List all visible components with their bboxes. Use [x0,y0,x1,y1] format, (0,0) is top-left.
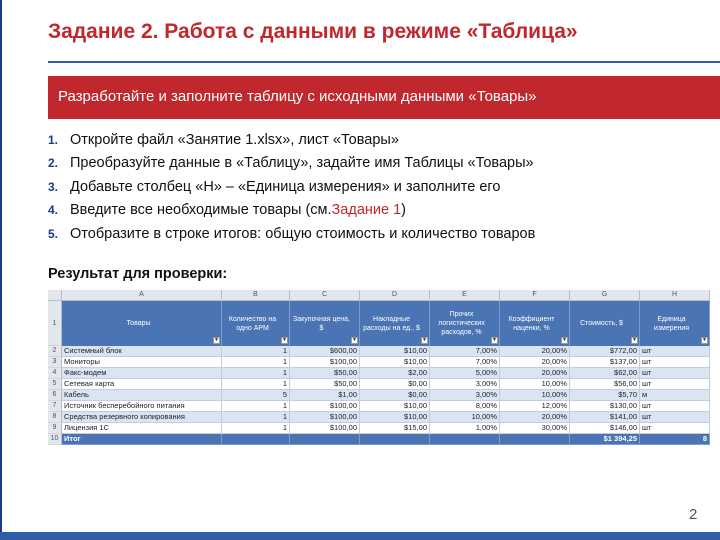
task-text: Разработайте и заполните таблицу с исходными данными «Товары» [58,88,537,105]
column-letter: A [62,290,222,301]
table-cell: 12,00% [500,401,570,412]
step-text: ) [401,202,407,219]
table-cell: $56,00 [570,379,640,390]
filter-dropdown-icon[interactable]: ▼ [282,337,287,343]
header-label: Коэффициент наценки, % [508,315,555,332]
table-cell: $15,00 [360,423,430,434]
table-cell: шт [640,379,710,390]
table-cell: $50,00 [290,368,360,379]
step-item [48,175,535,199]
column-letter: C [290,290,360,301]
row-number: 5 [48,379,62,390]
table-cell: Сетевая карта [62,379,222,390]
filter-dropdown-icon[interactable]: ▼ [632,337,637,343]
table-cell: $1,00 [290,390,360,401]
step-text: Добавьте столбец «H» – «Единица измерения» и заполните его [70,178,501,195]
table-cell: Лицензия 1С [62,423,222,434]
step-text: Введите все необходимые товары (см. [70,202,332,219]
row-number: 9 [48,423,62,434]
step-number: 2. [48,156,59,171]
header-label: Прочих логистических расходов, % [438,311,485,336]
filter-dropdown-icon[interactable]: ▼ [352,337,357,343]
table-cell: 1,00% [430,423,500,434]
header-label: Стоимость, $ [580,320,623,327]
table-cell: $2,00 [360,368,430,379]
table-cell: 1 [222,368,290,379]
table-cell: 20,00% [500,412,570,423]
table-cell: 30,00% [500,423,570,434]
column-letter: D [360,290,430,301]
total-cell [500,434,570,445]
header-label: Количество на одно АРМ [228,315,277,332]
table-header-cell [640,301,710,346]
table-cell: Источник бесперебойного питания [62,401,222,412]
slide-title: Задание 2. Работа с данными в режиме «Таблица» [48,20,578,43]
table-cell: $62,00 [570,368,640,379]
table-cell: 1 [222,412,290,423]
table-cell: 3,00% [430,379,500,390]
table-cell: 1 [222,346,290,357]
left-accent-rule [0,0,2,540]
task-banner [48,76,720,119]
sheet-corner [48,290,62,301]
row-number: 3 [48,357,62,368]
row-number: 6 [48,390,62,401]
table-cell: $0,00 [360,390,430,401]
table-cell: шт [640,357,710,368]
step-item [48,199,535,223]
table-cell: 3,00% [430,390,500,401]
step-number: 1. [48,132,59,147]
step-item [48,128,535,152]
step-text: Преобразуйте данные в «Таблицу», задайте имя Таблицы «Товары» [70,155,534,172]
column-letter: G [570,290,640,301]
total-cell [222,434,290,445]
column-letter: H [640,290,710,301]
table-header-cell [360,301,430,346]
table-cell: $100,00 [290,401,360,412]
table-cell: $10,00 [360,401,430,412]
row-number: 1 [48,301,62,346]
table-cell: Мониторы [62,357,222,368]
row-number: 2 [48,346,62,357]
total-cell [430,434,500,445]
table-cell: $10,00 [360,357,430,368]
table-cell: шт [640,423,710,434]
table-cell: м [640,390,710,401]
table-cell: $137,00 [570,357,640,368]
spreadsheet-screenshot [48,290,710,468]
filter-dropdown-icon[interactable]: ▼ [702,337,707,343]
total-label: Итог [62,434,222,445]
total-cell [290,434,360,445]
table-cell: 8,00% [430,401,500,412]
table-cell: 20,00% [500,346,570,357]
table-cell: $10,00 [360,412,430,423]
filter-dropdown-icon[interactable]: ▼ [214,337,219,343]
table-header-cell [430,301,500,346]
table-cell: Системный блок [62,346,222,357]
steps-list [48,128,535,246]
header-label: Закупочная цена, $ [293,315,350,332]
table-header-cell [290,301,360,346]
table-cell: 1 [222,401,290,412]
table-cell: 5 [222,390,290,401]
total-cell [360,434,430,445]
table-cell: $772,00 [570,346,640,357]
step-text: Отобразите в строке итогов: общую стоимость и количество товаров [70,225,536,242]
filter-dropdown-icon[interactable]: ▼ [562,337,567,343]
title-underline [48,61,720,63]
table-cell: $0,00 [360,379,430,390]
total-cell: $1 394,25 [570,434,640,445]
table-cell: 1 [222,357,290,368]
step-item [48,152,535,176]
row-number: 8 [48,412,62,423]
row-number: 10 [48,434,62,445]
table-cell: 1 [222,423,290,434]
filter-dropdown-icon[interactable]: ▼ [422,337,427,343]
table-cell: $10,00 [360,346,430,357]
table-cell: 7,00% [430,357,500,368]
table-cell: $130,00 [570,401,640,412]
filter-dropdown-icon[interactable]: ▼ [492,337,497,343]
table-cell: 10,00% [500,379,570,390]
table-cell: $5,70 [570,390,640,401]
total-cell: 8 [640,434,710,445]
table-cell: шт [640,401,710,412]
step-number: 5. [48,226,59,241]
table-cell: $141,00 [570,412,640,423]
step-text: Задание 1 [331,202,402,219]
column-letter: F [500,290,570,301]
column-letter: E [430,290,500,301]
table-header-cell [222,301,290,346]
table-header-cell [62,301,222,346]
page-number: 2 [689,506,698,523]
step-text: Откройте файл «Занятие 1.xlsx», лист «Товары» [70,131,399,148]
table-cell: Факс-модем [62,368,222,379]
table-cell: шт [640,346,710,357]
table-cell: 10,00% [430,412,500,423]
table-cell: $50,00 [290,379,360,390]
table-cell: $600,00 [290,346,360,357]
table-cell: 1 [222,379,290,390]
header-label: Товары [126,320,151,327]
step-number: 3. [48,179,59,194]
table-cell: Кабель [62,390,222,401]
table-header-cell [500,301,570,346]
table-cell: 20,00% [500,357,570,368]
table-cell: шт [640,368,710,379]
table-cell: $100,00 [290,423,360,434]
result-label: Результат для проверки: [48,266,228,282]
table-header-cell [570,301,640,346]
table-cell: 5,00% [430,368,500,379]
step-item [48,222,535,246]
header-label: Единица измерения [653,315,690,332]
table-cell: $100,00 [290,357,360,368]
table-cell: $100,00 [290,412,360,423]
table-cell: Средства резервного копирования [62,412,222,423]
table-cell: 7,00% [430,346,500,357]
column-letter: B [222,290,290,301]
row-number: 7 [48,401,62,412]
step-number: 4. [48,203,59,218]
table-cell: $146,00 [570,423,640,434]
table-cell: шт [640,412,710,423]
row-number: 4 [48,368,62,379]
table-cell: 20,00% [500,368,570,379]
table-cell: 10,00% [500,390,570,401]
header-label: Накладные расходы на ед., $ [363,315,420,332]
bottom-accent-bar [0,532,720,540]
